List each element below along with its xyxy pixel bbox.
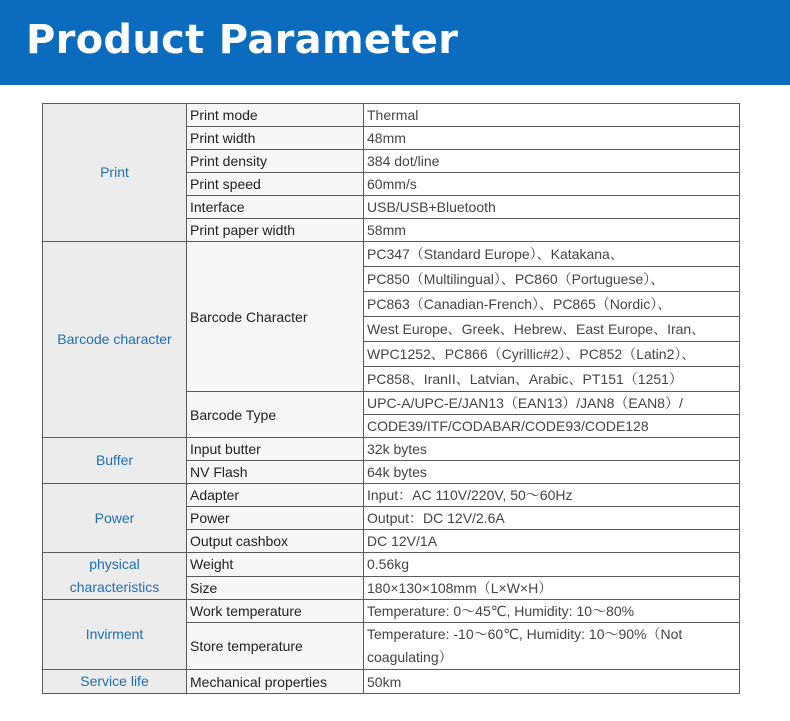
table-row: [43, 484, 740, 507]
param-value: 60mm/s: [364, 173, 740, 196]
table-row: [43, 104, 740, 127]
param-name: Adapter: [187, 484, 364, 507]
table-row: [43, 600, 740, 623]
param-value: Temperature: -10～60℃, Humidity: 10～90%（Not coagulating）: [364, 623, 740, 670]
param-value: 48mm: [364, 127, 740, 150]
table-row: [43, 553, 740, 577]
param-name: Interface: [187, 196, 364, 219]
param-value: 0.56kg: [364, 553, 740, 577]
param-value-line: West Europe、Greek、Hebrew、East Europe、Iran、: [364, 317, 740, 342]
param-value: 50km: [364, 670, 740, 694]
param-name: Barcode Character: [187, 242, 364, 392]
param-value: Output：DC 12V/2.6A: [364, 507, 740, 530]
param-name: Weight: [187, 553, 364, 577]
category-cell: Print: [43, 104, 187, 242]
category-cell: Invirment: [43, 600, 187, 670]
page-title: Product Parameter: [26, 17, 459, 63]
param-name: Print paper width: [187, 219, 364, 242]
table-row: [43, 438, 740, 461]
param-value: 64k bytes: [364, 461, 740, 484]
param-name: Size: [187, 576, 364, 600]
param-name: Print mode: [187, 104, 364, 127]
param-name: Mechanical properties: [187, 670, 364, 694]
param-value: Input：AC 110V/220V, 50～60Hz: [364, 484, 740, 507]
param-name: Print speed: [187, 173, 364, 196]
table-row: [43, 670, 740, 694]
param-name: Barcode Type: [187, 392, 364, 438]
header-banner: [0, 0, 790, 85]
param-value-line: PC850（Multilingual）、PC860（Portuguese）、: [364, 267, 740, 292]
param-value: 180×130×108mm（L×W×H）: [364, 576, 740, 600]
category-cell: physical characteristics: [43, 553, 187, 600]
param-value: DC 12V/1A: [364, 530, 740, 553]
param-value: USB/USB+Bluetooth: [364, 196, 740, 219]
param-value-line: CODE39/ITF/CODABAR/CODE93/CODE128: [364, 415, 740, 438]
param-name: Print width: [187, 127, 364, 150]
category-cell: Service life: [43, 670, 187, 694]
param-name: NV Flash: [187, 461, 364, 484]
category-cell: Barcode character: [43, 242, 187, 438]
param-value: 384 dot/line: [364, 150, 740, 173]
param-name: Work temperature: [187, 600, 364, 623]
parameter-table: [42, 103, 740, 694]
param-value: Temperature: 0～45℃, Humidity: 10～80%: [364, 600, 740, 623]
category-cell: Power: [43, 484, 187, 553]
param-name: Output cashbox: [187, 530, 364, 553]
param-value: 32k bytes: [364, 438, 740, 461]
param-value-line: PC347（Standard Europe）、Katakana、: [364, 242, 740, 267]
param-name: Power: [187, 507, 364, 530]
param-value: 58mm: [364, 219, 740, 242]
param-value-line: PC858、IranII、Latvian、Arabic、PT151（1251）: [364, 367, 740, 392]
param-value-line: WPC1252、PC866（Cyrillic#2）、PC852（Latin2）、: [364, 342, 740, 367]
param-value-line: UPC-A/UPC-E/JAN13（EAN13）/JAN8（EAN8）/: [364, 392, 740, 415]
table-row: [43, 242, 740, 267]
category-cell: Buffer: [43, 438, 187, 484]
param-value-line: PC863（Canadian-French）、PC865（Nordic）、: [364, 292, 740, 317]
param-name: Store temperature: [187, 623, 364, 670]
param-value: Thermal: [364, 104, 740, 127]
param-name: Print density: [187, 150, 364, 173]
param-name: Input butter: [187, 438, 364, 461]
